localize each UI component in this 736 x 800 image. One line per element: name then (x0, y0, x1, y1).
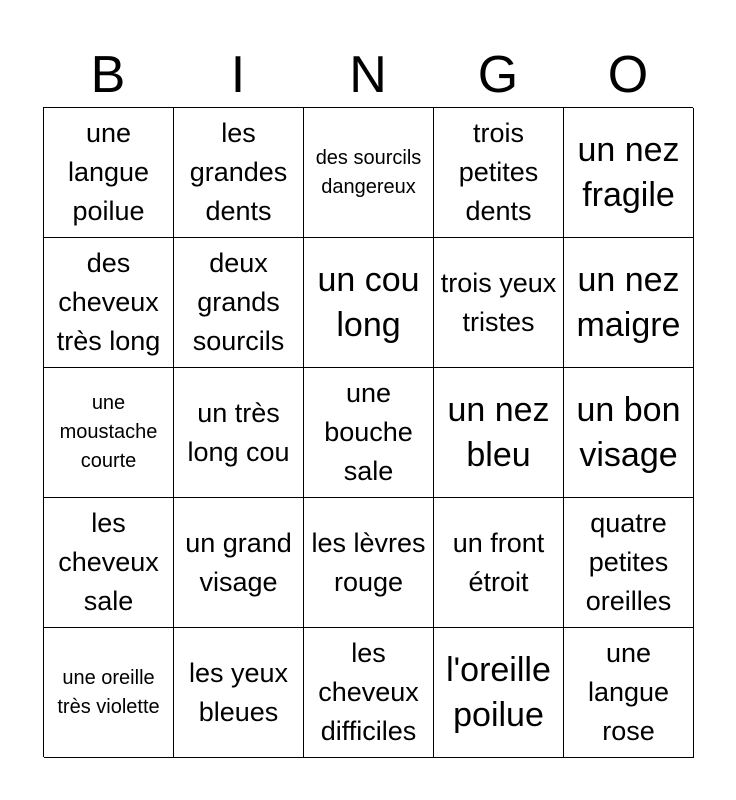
header-letter-o: O (607, 46, 649, 104)
bingo-cell[interactable]: un nez fragile (564, 108, 694, 238)
bingo-cell[interactable]: une langue rose (564, 628, 694, 758)
bingo-cell[interactable]: quatre petites oreilles (564, 498, 694, 628)
bingo-cell[interactable]: une oreille très violette (44, 628, 174, 758)
header-letter-i: I (230, 46, 246, 104)
bingo-cell[interactable]: un grand visage (174, 498, 304, 628)
bingo-cell[interactable]: un cou long (304, 238, 434, 368)
bingo-cell[interactable]: une langue poilue (44, 108, 174, 238)
bingo-cell[interactable]: deux grands sourcils (174, 238, 304, 368)
bingo-cell[interactable]: des cheveux très long (44, 238, 174, 368)
bingo-cell[interactable]: une moustache courte (44, 368, 174, 498)
bingo-cell[interactable]: un très long cou (174, 368, 304, 498)
bingo-cell[interactable]: les yeux bleues (174, 628, 304, 758)
bingo-cell[interactable]: un nez bleu (434, 368, 564, 498)
bingo-cell[interactable]: les lèvres rouge (304, 498, 434, 628)
bingo-cell[interactable]: les cheveux difficiles (304, 628, 434, 758)
bingo-cell[interactable]: l'oreille poilue (434, 628, 564, 758)
bingo-grid (43, 107, 693, 757)
bingo-cell[interactable]: des sourcils dangereux (304, 108, 434, 238)
bingo-header (43, 42, 693, 108)
bingo-cell[interactable]: une bouche sale (304, 368, 434, 498)
bingo-cell[interactable]: trois yeux tristes (434, 238, 564, 368)
header-letter-b: B (90, 46, 126, 104)
bingo-cell[interactable]: un bon visage (564, 368, 694, 498)
bingo-cell[interactable]: les grandes dents (174, 108, 304, 238)
header-letter-n: N (349, 46, 387, 104)
bingo-cell[interactable]: trois petites dents (434, 108, 564, 238)
bingo-cell[interactable]: un front étroit (434, 498, 564, 628)
bingo-cell[interactable]: un nez maigre (564, 238, 694, 368)
header-letter-g: G (477, 46, 519, 104)
bingo-cell[interactable]: les cheveux sale (44, 498, 174, 628)
